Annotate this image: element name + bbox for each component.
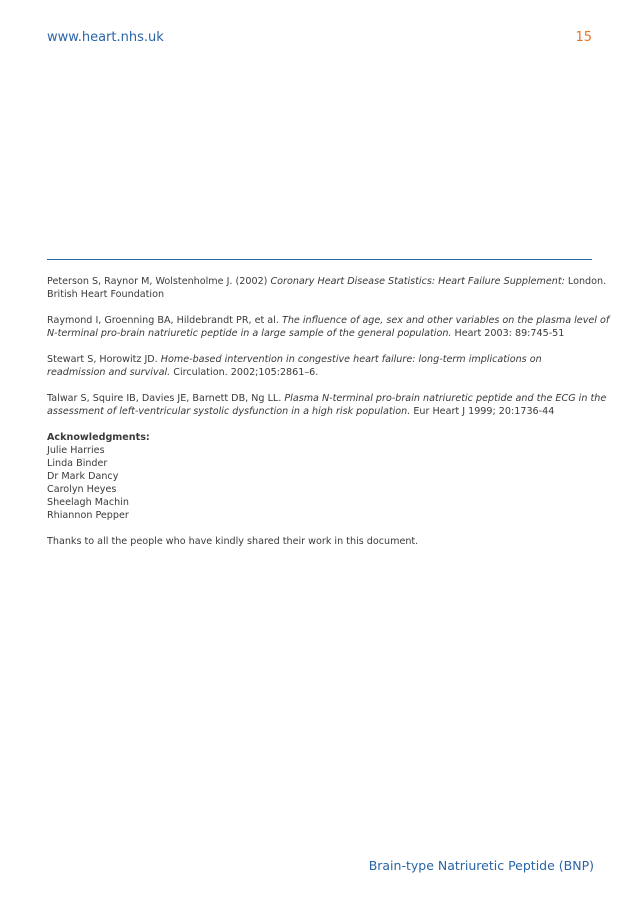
reference-line — [47, 353, 595, 366]
reference-item — [47, 353, 595, 379]
reference-authors: Peterson S, Raynor M, Wolstenholme J. (2002) — [47, 276, 271, 287]
acknowledgment-name: Dr Mark Dancy — [47, 471, 119, 482]
reference-title: readmission and survival. — [47, 367, 171, 378]
reference-source: London. — [564, 276, 607, 287]
reference-title: Coronary Heart Disease Statistics: Heart Failure Supplement: — [270, 276, 565, 287]
reference-title: Plasma N-terminal pro-brain natriuretic peptide and the ECG in the — [284, 393, 607, 404]
acknowledgment-name: Julie Harries — [47, 445, 105, 456]
footer-document-title: Brain-type Natriuretic Peptide (BNP) — [368, 858, 594, 873]
section-divider — [47, 259, 592, 260]
reference-line — [47, 327, 595, 340]
reference-source: Eur Heart J 1999; 20:1736-44 — [410, 406, 555, 417]
reference-authors: Talwar S, Squire IB, Davies JE, Barnett DB, Ng LL. — [47, 393, 285, 404]
reference-authors: Raymond I, Groenning BA, Hildebrandt PR, et al. — [47, 315, 282, 326]
reference-authors: Stewart S, Horowitz JD. — [47, 354, 161, 365]
acknowledgment-name: Rhiannon Pepper — [47, 510, 129, 521]
reference-source: Circulation. 2002;105:2861–6. — [170, 367, 319, 378]
reference-source: British Heart Foundation — [47, 289, 165, 300]
acknowledgments-heading: Acknowledgments: — [47, 432, 150, 443]
acknowledgments-list — [47, 444, 595, 522]
acknowledgment-name: Carolyn Heyes — [47, 484, 117, 495]
reference-item — [47, 275, 607, 301]
reference-title: N-terminal pro-brain natriuretic peptide in a large sample of the general population. — [47, 328, 452, 339]
header-url[interactable]: www.heart.nhs.uk — [47, 30, 164, 45]
acknowledgment-name: Sheelagh Machin — [47, 497, 129, 508]
reference-title: The influence of age, sex and other variables on the plasma level of — [281, 315, 610, 326]
reference-line — [47, 314, 610, 327]
reference-title: Home-based intervention in congestive heart failure: long-term implications on — [160, 354, 542, 365]
reference-source: Heart 2003: 89:745-51 — [451, 328, 565, 339]
reference-line — [47, 392, 607, 405]
references-section — [47, 275, 610, 548]
reference-line — [47, 366, 595, 379]
reference-title: assessment of left-ventricular systolic dysfunction in a high risk population. — [47, 406, 411, 417]
reference-item — [47, 314, 610, 340]
reference-line — [47, 405, 595, 418]
reference-line — [47, 288, 595, 301]
page-number: 15 — [575, 30, 592, 45]
reference-line — [47, 275, 607, 288]
acknowledgment-name: Linda Binder — [47, 458, 108, 469]
thanks-note: Thanks to all the people who have kindly shared their work in this document. — [47, 536, 419, 547]
reference-item — [47, 392, 607, 418]
